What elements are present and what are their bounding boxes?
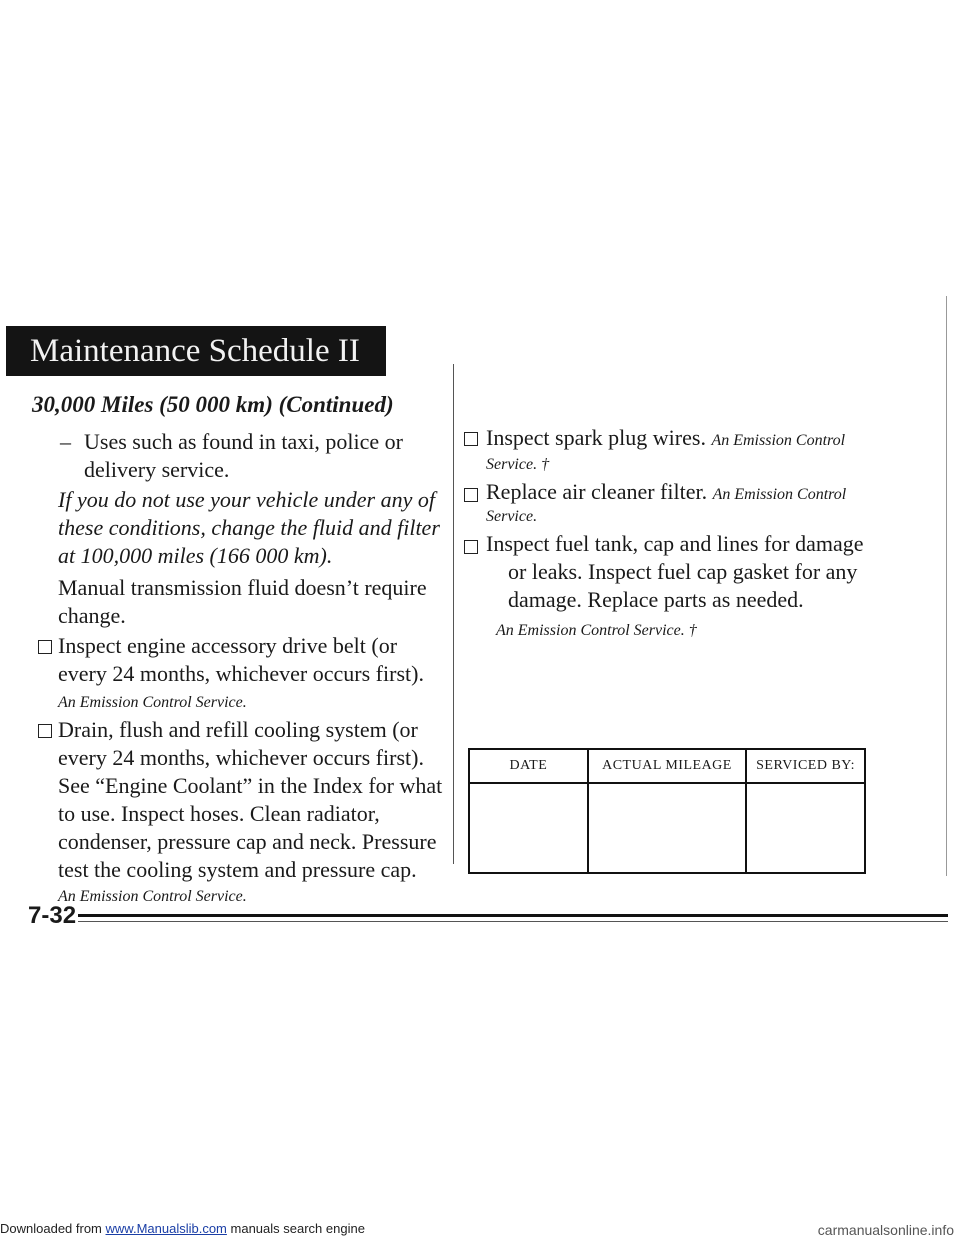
- belt-line-1: Inspect engine accessory drive belt (or: [58, 633, 398, 658]
- col-date-header: DATE: [469, 749, 588, 783]
- section-title: Maintenance Schedule II: [30, 333, 360, 369]
- fuel-line-1: Inspect fuel tank, cap and lines for damage: [486, 531, 864, 556]
- cooling-line-3: See “Engine Coolant” in the Index for what: [58, 773, 443, 798]
- section-banner: [6, 326, 386, 376]
- cooling-line-4: to use. Inspect hoses. Clean radiator,: [58, 801, 380, 826]
- footer-rule-thick: [78, 914, 948, 917]
- date-cell[interactable]: [469, 783, 588, 873]
- col-serviced-header: SERVICED BY:: [746, 749, 865, 783]
- footer-rule-thin: [78, 921, 948, 922]
- spark-dagger: †: [541, 456, 550, 473]
- air-filter-text: Replace air cleaner filter.: [486, 479, 708, 504]
- air-filter-checkbox[interactable]: [464, 488, 478, 502]
- italic-note-line-3: at 100,000 miles (166 000 km).: [58, 543, 333, 568]
- spark-item: [486, 424, 845, 452]
- italic-note-line-2: these conditions, change the fluid and filter: [58, 515, 440, 540]
- belt-checkbox[interactable]: [38, 640, 52, 654]
- air-service-b: Service.: [486, 508, 538, 525]
- spark-text: Inspect spark plug wires.: [486, 425, 706, 450]
- cooling-checkbox[interactable]: [38, 724, 52, 738]
- spark-checkbox[interactable]: [464, 432, 478, 446]
- fuel-service: An Emission Control Service.: [496, 622, 685, 639]
- footer-suffix: manuals search engine: [230, 1221, 365, 1236]
- fuel-line-3: damage. Replace parts as needed.: [508, 587, 804, 612]
- air-filter-item: [486, 478, 846, 506]
- spark-service-b: Service.: [486, 456, 538, 473]
- belt-service-note: An Emission Control Service.: [58, 694, 247, 711]
- spark-service-b-row: [486, 454, 549, 476]
- download-footer: [0, 1221, 365, 1236]
- service-log-table: [468, 748, 866, 874]
- footer-prefix: Downloaded from: [0, 1221, 102, 1236]
- italic-note-line-1: If you do not use your vehicle under any of: [58, 487, 435, 512]
- dash-item-line-1: Uses such as found in taxi, police or: [84, 429, 403, 454]
- fuel-checkbox[interactable]: [464, 540, 478, 554]
- interval-heading: 30,000 Miles (50 000 km) (Continued): [32, 392, 394, 417]
- cooling-service-note: An Emission Control Service.: [58, 888, 247, 905]
- fuel-dagger: †: [688, 622, 697, 639]
- manual-note-line-1: Manual transmission fluid doesn’t require: [58, 575, 427, 600]
- cooling-line-6: test the cooling system and pressure cap.: [58, 857, 417, 882]
- manual-note-line-2: change.: [58, 603, 126, 628]
- mileage-cell[interactable]: [588, 783, 746, 873]
- fuel-line-2: or leaks. Inspect fuel cap gasket for any: [508, 559, 858, 584]
- col-mileage-header: ACTUAL MILEAGE: [588, 749, 746, 783]
- page-edge-line: [946, 296, 947, 876]
- spark-service-a: An Emission Control: [711, 432, 846, 449]
- air-service-a: An Emission Control: [712, 486, 847, 503]
- cooling-line-5: condenser, pressure cap and neck. Pressure: [58, 829, 437, 854]
- belt-line-2: every 24 months, whichever occurs first).: [58, 661, 424, 686]
- manualslib-link[interactable]: www.Manualslib.com: [105, 1221, 227, 1236]
- cooling-line-2: every 24 months, whichever occurs first).: [58, 745, 424, 770]
- fuel-service-row: [496, 620, 697, 642]
- page-number: 7-32: [28, 902, 77, 929]
- watermark: carmanualsonline.info: [817, 1222, 954, 1238]
- serviced-cell[interactable]: [746, 783, 865, 873]
- cooling-line-1: Drain, flush and refill cooling system (or: [58, 717, 418, 742]
- dash-bullet: –: [60, 429, 71, 454]
- column-divider: [453, 364, 454, 864]
- dash-item-line-2: delivery service.: [84, 457, 230, 482]
